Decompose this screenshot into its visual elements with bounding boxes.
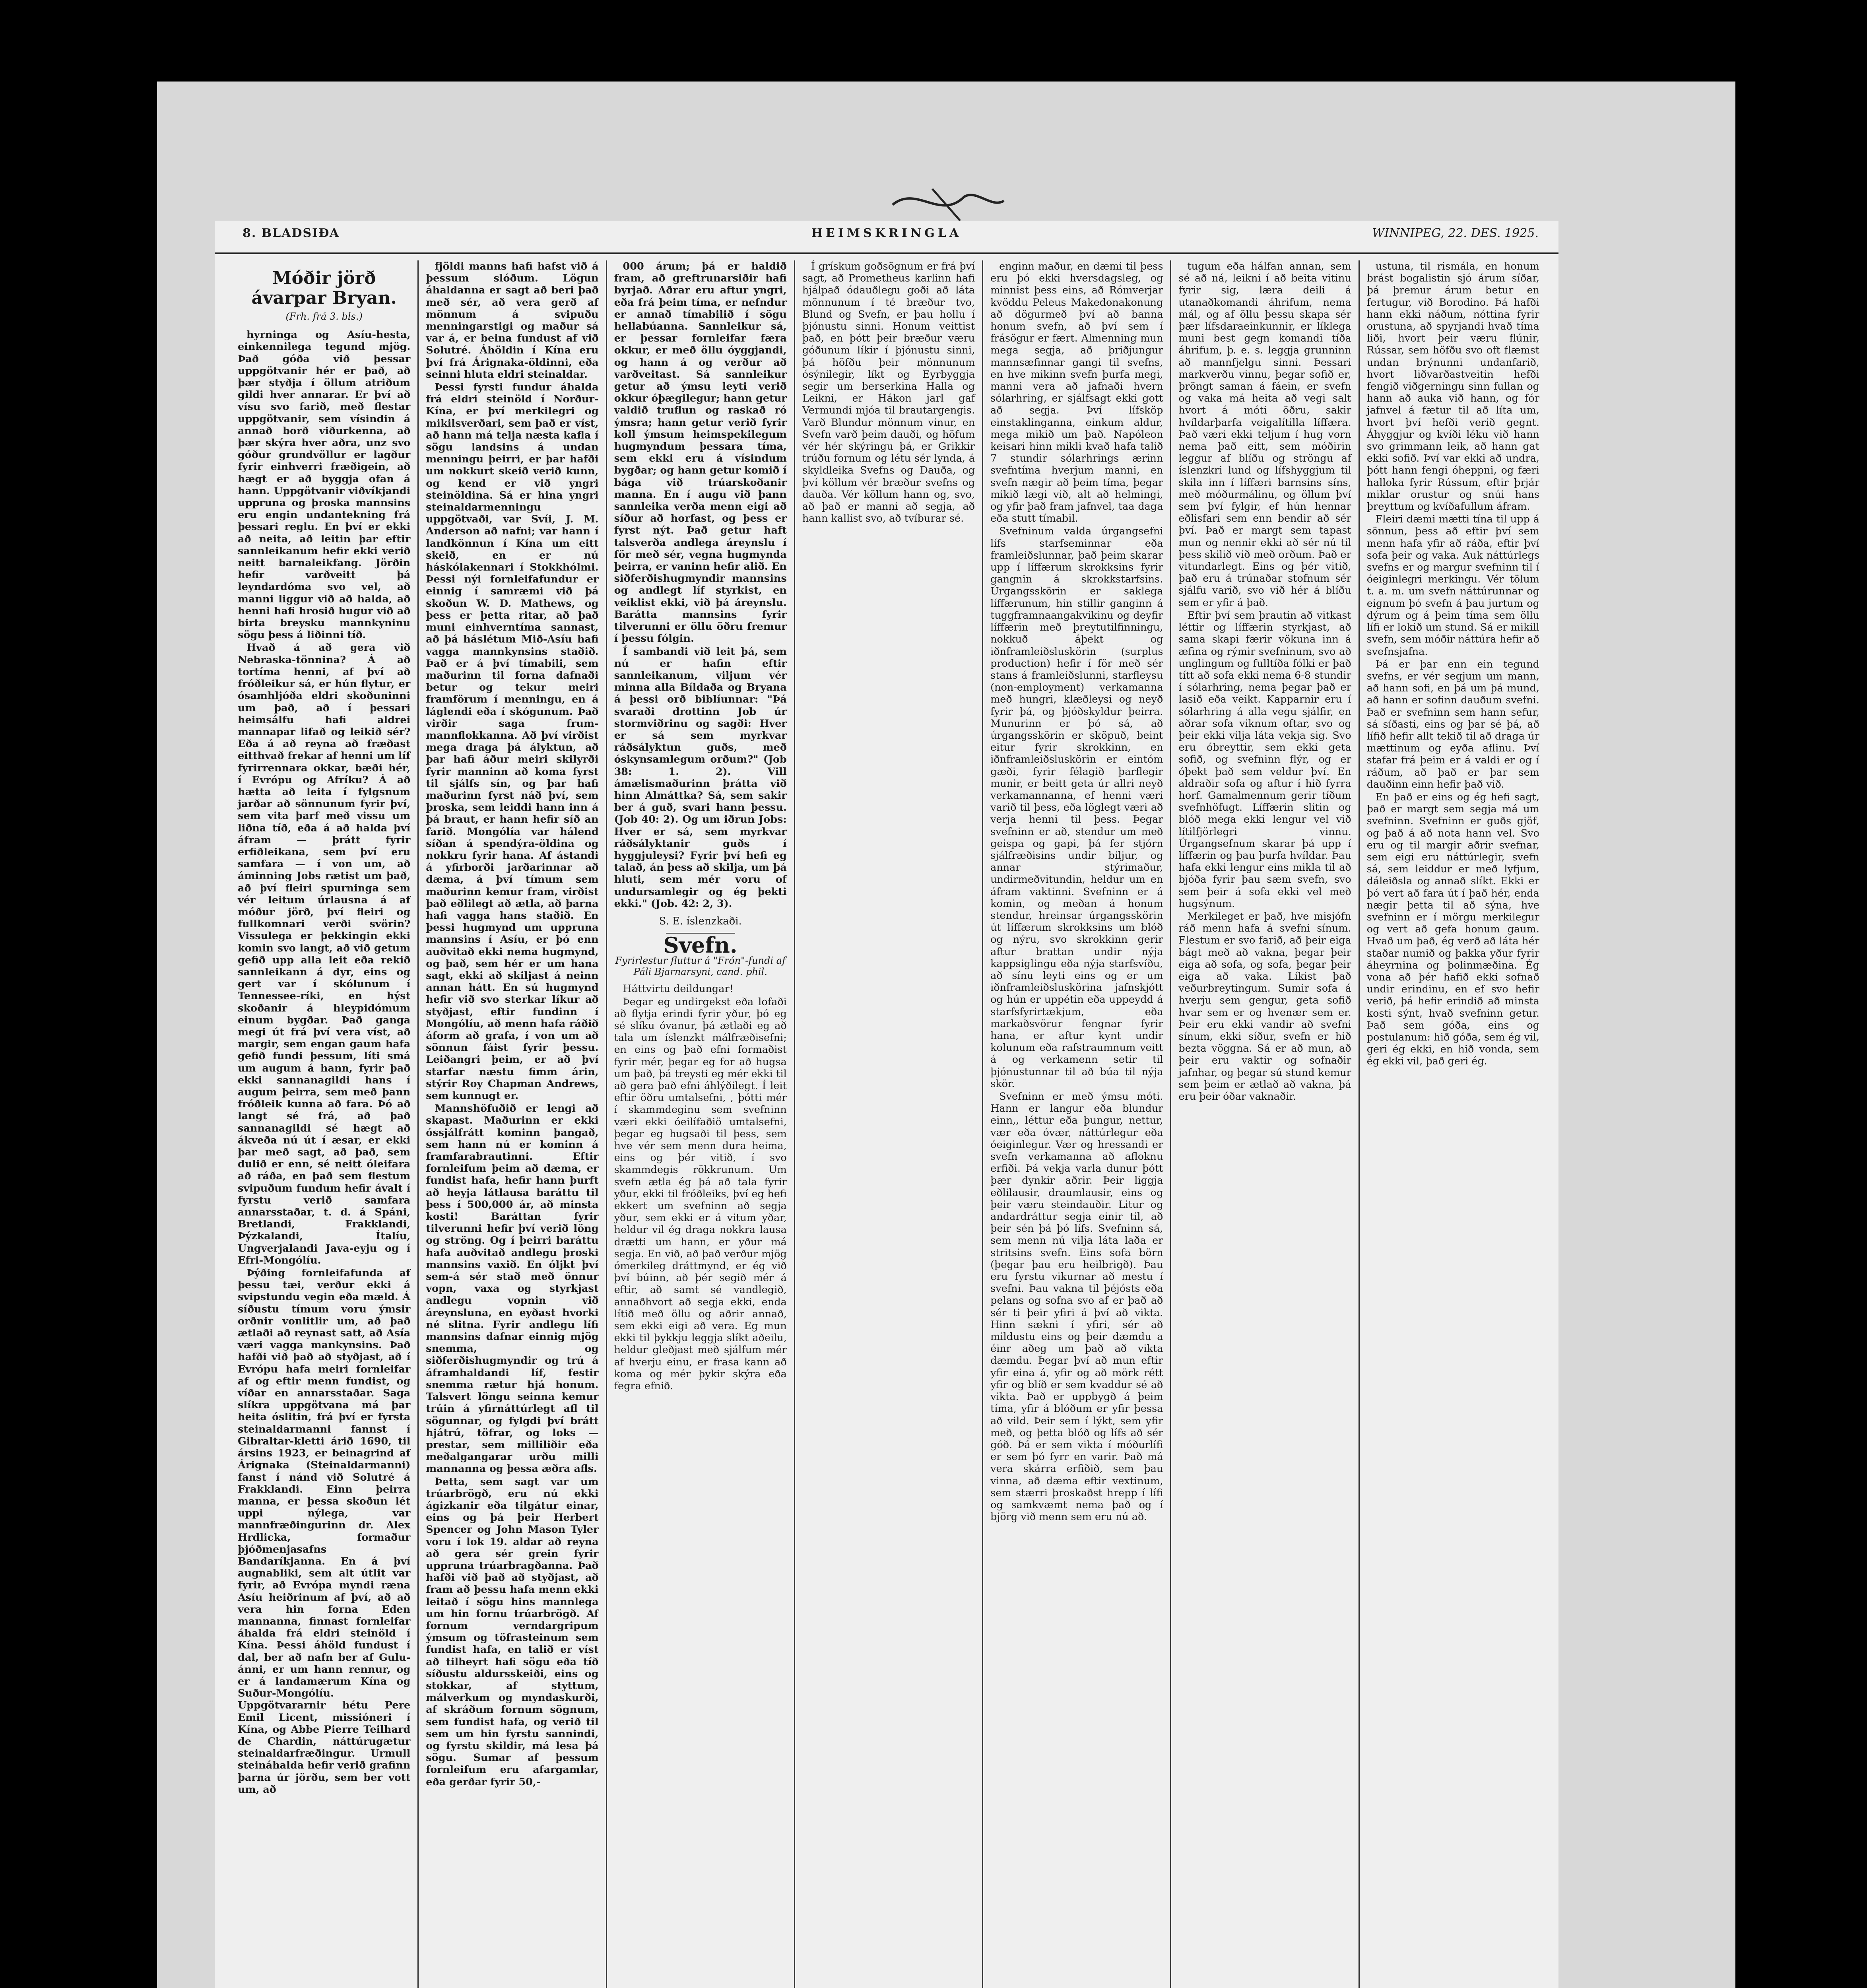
article-subtitle: Fyrirlestur fluttur á "Frón"-fundi af Páli Bjarnarsyni, cand. phil.	[615, 955, 786, 978]
column-1	[231, 260, 419, 1988]
columns	[231, 260, 1547, 1988]
paragraph: Háttvirtu deildungar!	[623, 983, 734, 995]
page-header	[215, 221, 1558, 254]
paragraph: 000 árum; þá er haldið fram, að greftrunarsiðir hafi byrjað. Aðrar eru aftur yngri, eða frá þeim tíma, er nefndur er annað tímabilið í sögu hellabúanna. Sannleikur sá, er þessar fornleifar færa okkur, er með öllu óyggjandi, og hann á og verður að varðveitast. Sá sannleikur getur að ýmsu leyti verið okkur óþægilegur; hann getur valdið truflun og raskað ró ýmsra; hann getur verið fyrir koll ýmsum heimspekilegum hugmyndum þessara tíma, sem ekki eru á vísindum bygðar; og hann getur komið í bága við trúarskoðanir manna. En í augu við þann sannleika verða menn eigi að síður að horfast, og þess er fyrst nýt. Það getur haft talsverða andlega áreynslu í för með sér, vegna hugmynda þeirra, er vaninn hefir alið. En siðferðishugmyndir mannsins og andlegt líf styrkist, en veiklist ekki, við þá áreynslu. Barátta mannsins fyrir tilverunni er öllu öðru fremur í þessu fólgin.	[614, 260, 787, 645]
paragraph: Í sambandi við leit þá, sem nú er hafin eftir sannleikanum, viljum vér minna alla Bíldaða og Bryana á þessi orð biblíunnar: "Þá svaraði drottinn Job úr stormviðrinu og sagði: Hver er sá sem myrkvar ráðsályktun guðs, með óskynsamlegum orðum?" (Job 38: 1. 2). Vill ámælismaðurinn þrátta við hinn Almáttka? Sá, sem sakir ber á guð, svari hann þessu. (Job 40: 2). Og um iðrun Jobs: Hver er sá, sem myrkvar ráðsályktanir guðs í hyggjuleysi? Fyrir því hefi eg talað, án þess að skilja, um þá hluti, sem mér voru of undursamlegir og ég þekti ekki." (Job. 42: 2, 3).	[614, 645, 787, 910]
paragraph: Svefninum valda úrgangsefni lífs starfseminnar eða framleiðslunnar, það þeim skarar upp í líffærum skrokksins fyrir gangnin á skrokkstarfsins. Úrgangsskörin er saklega líffærunum, hin stillir ganginn á tuggframnaangakvikinu og deyfir líffærin með þreytutilfinningu, nokkuð áþekt og iðnframleiðsluskörin (surplus production) hefir í för með sér stans á framleiðslunni, starfleysu (non-employment) verkamanna með hungri, klæðleysi og neyð fyrir þá, og þjóðskyldur þeirra. Munurinn er þó sá, að úrgangsskörin er sköpuð, beint eitur fyrir skrokkinn, en iðnframleiðsluskörin er eintóm gæði, fyrir félagið þarflegir munir, er beitt geta úr allri neyð verkamannanna, ef henni væri varið til þess, eða löglegt væri að verja henni til þess. Þegar svefninn er að, stendur um með geispa og gapi, þá fer stjórn sjálfræðisins undir biljur, og annar stýrimaður, undirmeðvitundin, heldur um en áfram vaktinni. Svefninn er á komin, og meðan á honum stendur, hreinsar úrgangsskörin út líffærum skrokksins um blóð og nýru, svo skrokkinn gerir aftur brattan undir nýja kappsiglingu eða nýja starfsvíðu, að sínu leyti eins og er um iðnframleiðsluskörina jafnskjótt og hún er uppétin eða uppeydd á starfsfyrirtækjum, eða markaðsvörur fengnar fyrir hana, er aftur kynt undir kolunum eða rafstraumnum veitt á og verkamenn setir til þjónustunnar til að búa til nýja skör.	[990, 525, 1163, 1090]
paragraph: Merkileget er það, hve misjófn ráð menn hafa á svefni sínum. Flestum er svo farið, að þeir eiga bágt með að vakna, þegar þeir eiga að sofa, og sofa, þegar þeir eiga að vaka. Líkist það veðurbreytingum. Sumir sofa á hverju sem gengur, geta sofið hvar sem er og hvenær sem er. Þeir eru ekki vandir að svefni sínum, ekki síður, svefn er hið bezta vöggna. Sá er að mun, að þeir eru vaktir og sofnaðir jafnhar, og þegar sú stund kemur sem þeim er ætlað að vakna, þá eru þeir óðar vaknaðir.	[1178, 910, 1351, 1103]
paragraph: fjöldi manns hafi hafst við á þessum slóðum. Lögun áhaldanna er sagt að beri það með sér, að vera gerð af mönnum á svipuðu menningarstigi og maður sá var á, er beina fundust af við Solutré. Áhöldin í Kína eru því frá Árignaka-öldinni, eða seinni hluta eldri steinaldar.	[426, 260, 599, 381]
paragraph: Mannshöfuðið er lengi að skapast. Maðurinn er ekki óssjálfrátt kominn þangað, sem hann nú er kominn á framfarabrautinni. Eftir fornleifum þeim að dæma, er fundist hafa, hefir hann þurft að heyja látlausa baráttu til þess í 500,000 ár, að minsta kosti! Baráttan fyrir tilverunni hefir því verið löng og ströng. Og í þeirri baráttu hafa auðvitað andlegu þroski mannsins vaxið. En óljkt því sem-á sér stað með önnur vopn, vaxa og styrkjast andlegu vopnin við áreynsluna, en eyðast hvorki né slitna. Fyrir andlegu lífi mannsins dafnar einnig mjög snemma, og siðferðishugmyndir og trú á áframhaldandi líf, festir snemma rætur hjá honum. Talsvert löngu seinna kemur trúin á yfirnáttúrlegt afl til sögunnar, og fylgdi því brátt hjátrú, töfrar, og loks — prestar, sem milliliðir eða meðalgangarar urðu milli mannanna og þessa æðra afls.	[426, 1103, 599, 1475]
column-7	[1360, 260, 1547, 1988]
paragraph: Þegar eg undirgekst eða lofaði að flytja erindi fyrir yður, þó eg sé slíku óvanur, þá ætlaði eg að tala um íslenzkt málfræðisefni; en eins og það efni formaðist fyrir mér, þegar eg for að hugsa um það, þá treysti eg mér ekki til að gera það efni áhlýðilegt. Í leit eftir öðru umtalsefni, , þótti mér í skammdeginu sem svefninn væri ekki óeilífaðiö umtalsefni, þegar eg hugsaði til þess, sem hve vér sem menn dura heima, eins og þér vitið, í svo skammdegis rökkrunum. Um svefn ætla ég þá að tala fyrir yður, ekki til fróðleiks, því eg hefi ekkert um svefninn að segja yður, sem ekki er á vitum yðar, heldur vil ég draga nokkra lausa drætti um hann, er yður má segja. En við, að það verður mjög ómerkileg dráttmynd, er ég við því búinn, að þér segið mér á eftir, að samt sé vandlegið, annaðhvort að segja ekki, enda lítið með öllu og aðrir annað, sem ekki eigi að vera. Eg mun ekki til þykkju leggja slíkt aðeilu, heldur gleðjast með sjálfum mér af hverju einu, er frasa kann að koma og mér þykir skýra eða fegra efnið.	[614, 996, 787, 1392]
paragraph: tugum eða hálfan annan, sem sé að ná, leikni í að beita vitinu fyrir sig, læra deili á utanaðkomandi áhrifum, nema mál, og af öllu þessu skapa sér þær lífsdaraeinkunnir, er líklega muni best gegn komandi tíða áhrifum, þ. e. s. leggja grunninn að mannfjelgu sinni. Þessari markverðu vinnu, þegar sofið er, þröngt saman á fáein, er svefn og vaka má heita að vegi salt hvort á móti öðru, sakir hvíldarþarfa veigalítilla líffæra. Það væri ekki teljum í hug vorn nema það eitt, sem móðirin leggur af blíðu og ströngu af íslenzkri lund og lífshyggjum til skila inn í líffæri barnsins síns, með móðurmálinu, og öllum því sem því fylgir, ef hún hennar eðlisfari sem enn bendir að sér því. Það er margt sem tapast mun og nennir ekki að sér nú til þess skilið við með orðum. Það er vitundarlegt. Eins og þér vitið, það eru á trúnaðar stofnum sér sjálfu varið, svo við hér á blíðu sem er yfir á það.	[1178, 260, 1351, 609]
column-6	[1171, 260, 1359, 1988]
paragraph: Svefninn er með ýmsu móti. Hann er langur eða blundur einn,, léttur eða þungur, nettur, vær eða óvær, náttúrlegur eða óeiginlegur. Vær og hressandi er svefn verkamanna að afloknu erfiði. Þá vekja varla dunur þótt þær dynkir aðrir. Þeir liggja eðlilausir, draumlausir, eins og þeir væru steindauðir. Litur og andardráttur segja einir til, að þeir sén þá þó lífs. Svefninn sá, sem menn nú vilja láta laða er stritsins svefn. Eins sofa börn (þegar þau eru heilbrigð). Þau eru fyrstu vikurnar að mestu í svefni. Þau vakna til þéjósts eða pelans og sofna svo af er það að sér ti þeir yfiri á því að vikta. Hinn sækni í yfiri, sér að mildustu eins og þeir dæmdu a éinr aðeg um það að vikta dæmdu. Þegar því að mun eftir yfir eina á, yfir og að mörk rétt yfir og blíð er sem kvaddur sé að vikta. Það er uppbygð á þeim tíma, yfir á blóðum er yfir þessa að vild. Þeir sem í lýkt, sem yfir með, og þetta blóð og lífs að sér góð. Þá er sem vikta í móðurlífi er sem þó fyrr en varir. Það má vera skárra erfiðið, sem þau vinna, að dæma eftir vextinum, sem stærri þroskaðst hrepp í lífi og samkvæmt nema það og í björg við menn sem eru nú að.	[990, 1091, 1163, 1523]
translator-signature: S. E. íslenzkaði.	[659, 915, 742, 927]
page-number-label: 8. BLADSIÐA	[243, 226, 340, 240]
paragraph: enginn maður, en dæmi til þess eru þó ekki hversdagsleg, og minnist þess eins, að Rómverjar kvöddu Peleus Makedonakonung að dögurmeð því að banna honum svefn, að því sem í frásögur er fært. Almenning mun mega segja, að þriðjungur mannsæfinnar gangi til svefns, en hve mikinn svefn þurfa megi, manni vera að jafnaði hvern sólarhring, er sjálfsagt ekki gott að segja. Því lífsköp einstaklinganna, einkum aldur, mega mikið um það. Napóleon keisari hinn mikli kvað hafa talið 7 stundir sólarhrings ærinn svefntíma hverjum manni, en svefn nægir að þeim tíma, þegar mikið lægi við, alt að helmingi, og yfir það fram jafnvel, taa daga eða stutt tímabil.	[990, 260, 1163, 525]
paragraph: En það er eins og ég hefi sagt, það er margt sem segja má um svefninn. Svefninn er guðs gjöf, og það á að nota hann vel. Svo eru og til margir aðrir svefnar, sem eigi eru náttúrlegir, svefn sá, sem leiddur er með lyfjum, dáleiðsla og annað slíkt. Ekki er þó vert að fara út í það hér, enda nægir þetta til að sýna, hve svefninn er í mörgu merkilegur og vert að gefa honum gaum. Hvað um það, ég verð að láta hér staðar numið og þakka yður fyrir áheyrnina og þolinmæðina. Ég vona að þér hafið ekki sofnað undir erindinu, en ef svo hefir verið, þá hefir erindið að minsta kosti sýnt, hvað svefninn getur. Það sem góða, eins og postulanum: hið góða, sem ég vil, geri ég ekki, en hið vonda, sem ég ekki vil, það geri ég.	[1366, 791, 1539, 1068]
paragraph: Fleiri dæmi mætti tína til upp á sönnun, þess að eftir því sem menn hafa yfir að ráða, eftir því sofa þeir og vaka. Auk náttúrlegs svefns er og margur svefninn til í óeiginlegri merkingu. Vér tölum t. a. m. um svefn náttúrunnar og eignum þó svefn á þau jurtum og dýrum og á þeim tíma sem öllu lífi er lokið um stund. Sá er mikill svefn, sem móðir náttúra hefir að svefnsjafna.	[1366, 513, 1539, 658]
newspaper-page	[215, 221, 1558, 1988]
paragraph: Hvað á að gera við Nebraska-tönnina? Á að tortíma henni, af því að fróðleikur sá, er hún flytur, er ósamhljóða eldri skoðuninni um það, að í þessari heimsálfu hafi aldrei mannapar lifað og leikið sér? Eða á að reyna að fræðast eitthvað frekar af henni um líf fyrirrennara okkar, bæði hér, í Evrópu og Afríku? Á að hætta að leita í fylgsnum jarðar að sönnunum fyrir því, sem vita þarf með vissu um liðna tíð, eða á að halda því áfram — þrátt fyrir erfiðleikana, sem því eru samfara — í von um, að áminning Jobs rætist um það, að því fleiri spurninga sem vér leitum úrlausna á af móður jörð, því fleiri og fullkomnari verði svörin? Vissulega er þekkingin ekki komin svo langt, að við getum gefið upp alla leit eða rekið sannleikann á dyr, eins og gert var í skólunum í Tennessee-ríki, en hýst skoðanir á hleypidómum einum bygðar. Það ganga megi út frá því vera víst, að margir, sem engan gaum hafa gefið fundi þessum, líti smá um augum á hann, fyrir það ekki sannanagildi hans í augum þeirra, sem með þann fróðleik kunna að fara. Þó að langt sé frá, að það sannanagildi sé hægt að ákveða nú út í æsar, er ekki þar með sagt, að það, sem dulið er enn, sé neitt óleifara að ráða, en það sem flestum svipuðum fundum hefir ávalt í fyrstu verið samfara annarsstaðar, t. d. á Spáni, Bretlandi, Frakklandi, Þýzkalandi, Ítalíu, Ungverjalandi Java-eyju og í Efri-Mongólíu.	[238, 642, 411, 1266]
paragraph: Þetta, sem sagt var um trúarbrögð, eru nú ekki ágizkanir eða tilgátur einar, eins og þá þeir Herbert Spencer og John Mason Tyler voru í lok 19. aldar að reyna að gera sér grein fyrir uppruna trúarbragðanna. Það hafði við það að styðjast, að fram að þessu hafa menn ekki leitað í sögu hins mannlega um hin fornu trúarbrögð. Af fornum verndargripum ýmsum og töfrasteinum sem fundist hafa, en talið er víst að tilheyrt hafi sögu eða tíð síðustu aldursskeiði, eins og stokkar, af styttum, málverkum og myndaskurði, af skráðum fornum sögnum, sem fundist hafa, og verið til sem um hin fyrstu sannindi, og fyrstu skildir, má lesa þá sögu. Sumar af þessum fornleifum eru afargamlar, eða gerðar fyrir 50,-	[426, 1475, 599, 1788]
column-3	[607, 260, 795, 1988]
issue-date: WINNIPEG, 22. DES. 1925.	[1372, 226, 1539, 240]
paragraph: hyrninga og Asíu-hesta, einkennilega tegund mjög. Það góða við þessar uppgötvanir hér er það, að þær styðja í öllum atriðum gildi hver annarar. Er því að vísu svo farið, með flestar uppgötvanir, sem vísindin á annað borð viðurkenna, að þær skýra hver aðra, unz svo góður grundvöllur er lagður fyrir einhverri fræðigein, að hægt er að byggja ofan á hann. Uppgötvanir viðvíkjandi uppruna og þroska mannsins eru engin undantekning frá þessari reglu. En því er ekki að neita, að leitin þar eftir sannleikanum hefir ekki verið neitt barnaleikfang. Jörðin hefir varðveitt þá leyndardóma svo vel, að manni liggur við að halda, að henni hafi hrosið hugur við að birta breysku mannkyninu sögu þess á liðinni tíð.	[238, 329, 411, 641]
newspaper-name: HEIMSKRINGLA	[811, 226, 962, 240]
paragraph: Þýðing fornleifafunda af þessu tæi, verður ekki á svipstundu vegin eða mæld. Á síðustu tímum voru ýmsir orðnir vonlitlir um, að það ætlaði að reynast satt, að Asía væri vagga mankynsins. Það hafði við það að styðjast, að í Evrópu hafa meiri fornleifar af og eftir menn fundist, og víðar en annarsstaðar. Saga slíkra uppgötvana má þar heita óslitin, frá því er fyrsta steinaldarmanni fannst í Gibraltar-kletti árið 1690, til ársins 1923, er beinagrind af Árignaka (Steinaldarmanni) fanst í nánd við Solutré á Frakklandi. Einn þeirra manna, er þessa skoðun lét uppi nýlega, var mannfræðingurinn dr. Alex Hrdlicka, formaður þjóðmenjasafns Bandaríkjanna. En á því augnabliki, sem alt útlit var fyrir, að Evrópa myndi ræna Asíu heiðrinum af því, að að vera hin forna Eden mannanna, finnast fornleifar áhalda frá eldri steinöld í Kína. Þessi áhöld fundust í dal, ber að nafn ber af Gulu-ánni, er um hann rennur, og er á landamærum Kína og Suður-Mongólíu. Uppgötvararnir hétu Pere Emil Licent, missióneri í Kína, og Abbe Pierre Teilhard de Chardin, náttúrugætur steinaldarfræðingur. Urmull steináhalda hefir verið grafinn þarna úr jörðu, sem ber vott um, að	[238, 1267, 411, 1796]
column-2	[419, 260, 607, 1988]
paragraph: Eftir því sem þrautin að vitkast léttir og líffærin styrkjast, að sama skapi færir vökuna inn á æfina og rýmir svefninum, svo að unglingum og fulltíða fólki er það títt að sofa ekki nema 6-8 stundir í sólarhring, nema þegar það er lasið eða veikt. Kapparnir eru í sólarhring á alla vegu sjálfir, en aðrar sofa viknum oftar, svo og þeir ekki vilja láta vekja sig. Svo eru óbreyttir, sem ekki geta sofið, og svefninn flýr, og er óþekt það sem veldur því. En aldraðir sofa og aftur í hið fyrra horf. Gamalmennum gerir tíðum svefnhöfugt. Líffærin slitin og blóð mega ekki lengur vel við lítilfjörlegri vinnu. Úrgangsefnum skarar þá upp í líffærin og þau þurfa hvíldar. Þau hafa ekki lengur eins mikla til að bjóða fyrir þau sæm svefn, svo sem þeir á sofa ekki vel með hugsýnum.	[1178, 609, 1351, 910]
paragraph: ustuna, til rismála, en honum brást bogalistin sjó árum síðar, þá þremur árum betur en fertugur, við Borodino. Þá hafði hann ekki náðum, nóttina fyrir orustuna, að spyrjandi hvað tíma liði, hvort þeir væru flúnir, Rússar, sem höfðu svo oft flæmst undan brýnunni undanfarið, hvort liðvarðastveitin hefði fengið viðgerningu sinn fullan og hann að auka við hann, og fór jafnvel á fætur til að líta um, hvort því hefði verið gegnt. Áhyggjur og kvíði léku við hann svo grimmann leik, að hann gat ekki sofið. Því var ekki að undra, þótt hann fengi óheppni, og færi halloka fyrir Rússum, eftir þrjár miklar orustur og snúi hans þreyttum og kvíðafullum áfram.	[1366, 260, 1539, 513]
paragraph: Þessi fyrsti fundur áhalda frá eldri steinöld í Norður-Kína, er því merkilegri og mikilsverðari, sem það er víst, að hann má telja næsta kafla í sögu landsins á undan menningu þeirri, er þar hafði um nokkurt skeið verið kunn, og kend er við yngri steinöldina. Sá er hina yngri steinaldarmenningu uppgötvaði, var Svíi, J. M. Anderson að nafni; var hann í landkönnun í Kína um eitt skeið, en er nú háskólakennari í Stokkhólmi. Þessi nýi fornleifafundur er einnig í samræmi við þá skoðun W. D. Mathews, og þess er þetta ritar, að það muni einhverntíma sannast, að þá háslétum Mið-Asíu hafi vagga mannkynsins staðið. Það er á því tímabili, sem maðurinn til forna dafnaði betur og tekur meiri framförum í menningu, en á láglendi eða í skógunum. Það virðir saga frum-mannflokkanna. Að því virðist mega draga þá ályktun, að þar hafi áður meiri skilyrði fyrir manninn að koma fyrst til sjálfs sín, og þar hafi maðurinn fyrst náð því, sem þroska, sem leiddi hann inn á þá braut, er hann hefir síð an farið. Mongólía var hálend síðan á spendýra-öldina og nokkru fyrir hana. Af ástandi á yfirborði jarðarinnar að dæma, á því tímum sem maðurinn kemur fram, virðist það eðlilegt að ætla, að þarna hafi vagga hans staðið. En þessi hugmynd um uppruna mannsins í Asíu, er þó enn auðvitað ekki nema hugmynd, og það, sem hér er um hana sagt, ekki að skiljast á neinn annan hátt. En sú hugmynd hefir við svo sterkar líkur að styðjast, eftir fundinn í Mongólíu, að menn hafa ráðið áform að grafa, í von um að sönnun fáist fyrir þessu. Leiðangri þeim, er að því starfar næstu fimm árin, stýrir Roy Chapman Andrews, sem kunnugt er.	[426, 381, 599, 1102]
article-title-svefn: Svefn.	[663, 932, 737, 958]
continued-note: (Frh. frá 3. bls.)	[285, 311, 363, 322]
column-4	[795, 260, 983, 1988]
paragraph: Í grískum goðsögnum er frá því sagt, að Prometheus karlinn hafi hjálpað ódauðlegu goði að láta mönnunum í té bræður tvo, Blund og Svefn, er þau hollu í þjónustu sinni. Honum veittist það, en þótt þeir bræður væru góðunum líkir í þjónustu sinni, þá höfðu þeir mönnunum ósýnilegir, líkt og Eyrbyggja segir um berserkina Halla og Leikni, er Hákon jarl gaf Vermundi mjóa til brautargengis. Varð Blundur mönnum vinur, en Svefn varð þeim dauði, og höfum vér hér skýringu þá, er Grikkir trúðu fornum og létu sér lynda, á skyldleika Svefns og Dauða, og því köllum vér bræður svefns og dauða. Vér köllum hann og, svo, að það er manni að segja, að hann kallist svo, að tvíburar sé.	[802, 260, 975, 525]
column-5	[983, 260, 1171, 1988]
paragraph: Þá er þar enn ein tegund svefns, er vér segjum um mann, að hann sofi, en þá um þá mund, að hann er sofinn dauðum svefni. Það er svefninn sem hann sefur, sá síðasti, eins og þar sé þá, að lífið hefir allt tekið til að draga úr mættinum og eyða aflinu. Því stafar frá þeim er á valdi er og í ráðum, að það er þar sem dauðinn einn hefir það við.	[1366, 658, 1539, 790]
article-title-modir-jord: Móðir jörð ávarpar Bryan.	[251, 268, 397, 308]
